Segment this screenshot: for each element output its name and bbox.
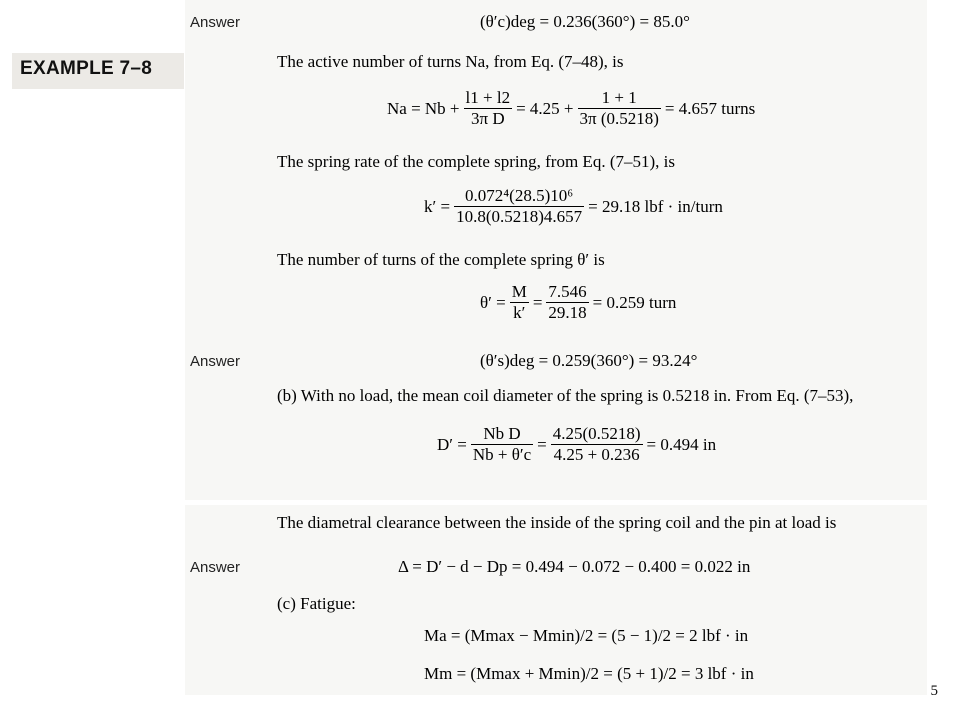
paragraph-part-b: (b) With no load, the mean coil diameter of the spring is 0.5218 in. From Eq. (7–53),: [277, 386, 854, 405]
paragraph-number-of-turns: The number of turns of the complete spring θ′ is: [277, 250, 605, 269]
equation-d-f1-num: Nb D: [471, 424, 533, 445]
equation-na-frac1-den: 3π D: [470, 109, 505, 128]
equation-k-num: 0.072⁴(28.5)10⁶: [454, 186, 584, 207]
paragraph-spring-rate: The spring rate of the complete spring, from Eq. (7–51), is: [277, 152, 675, 171]
equation-na-frac2-num: 1 + 1: [578, 88, 661, 109]
equation-theta-fraction-2: [546, 282, 588, 323]
equation-d-f1-den: Nb + θ′c: [472, 445, 532, 464]
answer-label-3: Answer: [190, 559, 241, 576]
equation-d-fraction-2: [551, 424, 643, 465]
equation-na-frac2-den: 3π (0.5218): [579, 109, 659, 128]
equation-d-eq: =: [537, 434, 547, 454]
equation-theta-c-deg: (θ′c)deg = 0.236(360°) = 85.0°: [480, 12, 690, 31]
equation-d-lhs: D′ =: [437, 434, 467, 454]
equation-na: [387, 88, 755, 129]
equation-theta-prime: [480, 282, 676, 323]
equation-k-fraction: [454, 186, 584, 227]
equation-na-frac1-num: l1 + l2: [465, 88, 511, 107]
equation-d-fraction-1: [471, 424, 533, 465]
equation-d-rhs: = 0.494 in: [646, 434, 717, 454]
equation-theta-f1-den: k′: [513, 303, 526, 322]
equation-k-lhs: k′ =: [424, 196, 451, 216]
equation-k-rhs: = 29.18 lbf · in/turn: [588, 196, 723, 216]
equation-delta: Δ = D′ − d − Dp = 0.494 − 0.072 − 0.400 = 0.022 in: [398, 557, 751, 576]
equation-theta-eq: =: [532, 292, 543, 312]
page-number: 5: [930, 683, 938, 699]
equation-theta-s-deg: (θ′s)deg = 0.259(360°) = 93.24°: [480, 351, 698, 370]
equation-theta-rhs: = 0.259 turn: [592, 292, 677, 312]
equation-k-prime: [424, 186, 723, 227]
equation-theta-f1-num: M: [511, 282, 527, 301]
equation-theta-f2-num: 7.546: [548, 282, 587, 301]
equation-na-mid: = 4.25 +: [516, 98, 574, 118]
equation-na-fraction-1: [464, 88, 513, 129]
equation-k-den: 10.8(0.5218)4.657: [456, 207, 583, 226]
equation-theta-lhs: θ′ =: [480, 292, 506, 312]
paragraph-diametral-clearance: The diametral clearance between the inside of the spring coil and the pin at load is: [277, 513, 837, 532]
equation-d-f2-den: 4.25 + 0.236: [553, 445, 640, 464]
equation-theta-fraction-1: [510, 282, 529, 323]
equation-na-rhs: = 4.657 turns: [664, 98, 756, 118]
answer-label-2: Answer: [190, 353, 241, 370]
equation-m-a: Ma = (Mmax − Mmin)/2 = (5 − 1)/2 = 2 lbf · in: [424, 626, 749, 645]
paragraph-active-turns: The active number of turns Na, from Eq. (7–48), is: [277, 52, 624, 71]
equation-na-lhs: Na = Nb +: [387, 98, 460, 118]
example-label: EXAMPLE 7–8: [20, 58, 153, 79]
paragraph-part-c: (c) Fatigue:: [277, 594, 356, 613]
equation-d-f2-num: 4.25(0.5218): [552, 424, 641, 443]
answer-label-1: Answer: [190, 14, 241, 31]
equation-m-m: Mm = (Mmax + Mmin)/2 = (5 + 1)/2 = 3 lbf · in: [424, 664, 754, 683]
equation-na-fraction-2: [578, 88, 661, 129]
equation-d-prime: [437, 424, 716, 465]
equation-theta-f2-den: 29.18: [548, 303, 587, 322]
